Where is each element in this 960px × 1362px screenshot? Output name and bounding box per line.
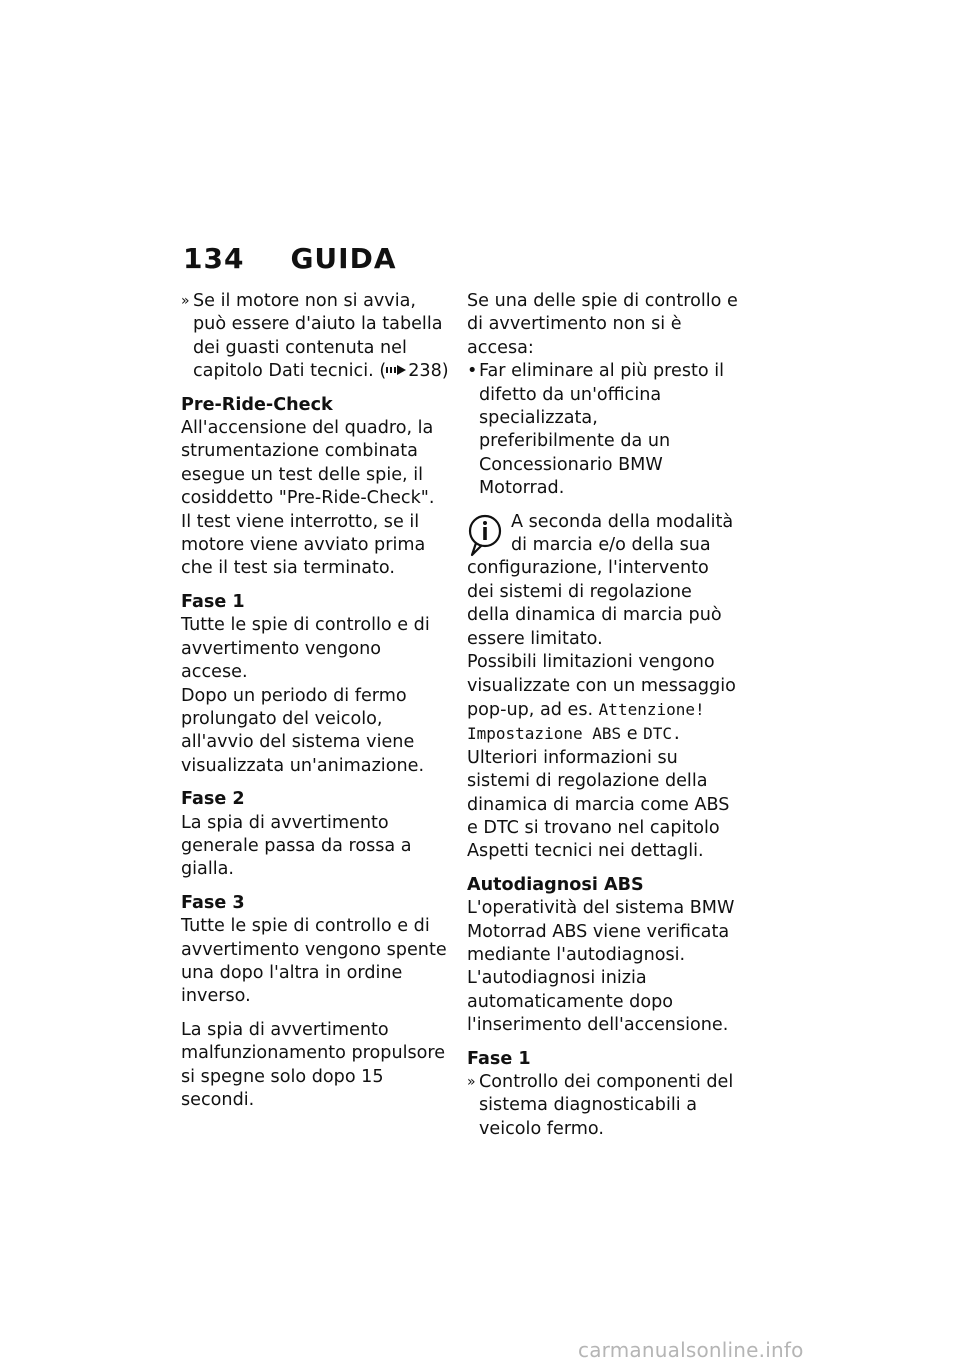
bullet-item: [467, 360, 739, 500]
left-column: [181, 290, 449, 1122]
section-title-abs-selfdiagnosis: Autodiagnosi ABS: [467, 874, 644, 895]
chapter-title: GUIDA: [290, 242, 397, 275]
reference-page: 238): [408, 361, 449, 382]
info-icon: [467, 513, 503, 557]
further-info-text: Ulteriori informazioni su sistemi di regolazione della dinamica di marcia come ABS e DTC si trovano nel capitolo Aspetti tecnici nei dettagli.: [467, 747, 730, 862]
pre-ride-check-text: All'accensione del quadro, la strumentazione combinata esegue un test delle spie, il cosiddetto "Pre-Ride-Check". Il test viene interrotto, se il motore viene avviato prima che il test sia terminato.: [181, 418, 435, 579]
phase-3-title: Fase 3: [181, 892, 245, 913]
abs-instruction-item: [467, 1071, 739, 1141]
instruction-marker: »: [181, 293, 190, 309]
phase-2-text: La spia di avvertimento generale passa da rossa a gialla.: [181, 812, 412, 880]
phase-1-text: Tutte le spie di controllo e di avvertimento vengono accese.: [181, 615, 430, 683]
popup-message-text: Possibili limitazioni vengono visualizzate con un messaggio pop-up, ad es. Attenzione! Impostazione ABS e DTC.: [467, 652, 736, 745]
phase-3-text: Tutte le spie di controllo e di avvertimento vengono spente una dopo l'altra in ordine inverso.: [181, 916, 447, 1007]
section-title-pre-ride-check: Pre-Ride-Check: [181, 394, 333, 415]
page-header: [183, 242, 397, 275]
reference-open: (: [379, 361, 387, 382]
bullet-symbol: •: [467, 361, 478, 382]
info-text: A seconda della modalità di marcia e/o della sua configurazione, l'intervento dei sistemi di regolazione della dinamica di marcia può essere limitato.: [467, 511, 734, 649]
phase-1-animation-text: Dopo un periodo di fermo prolungato del veicolo, all'avvio del sistema viene visualizzata un'animazione.: [181, 685, 425, 776]
info-note: [467, 511, 739, 651]
abs-instruction-marker: »: [467, 1074, 476, 1090]
right-column: [467, 290, 739, 1151]
phase-3-malfunction-text: La spia di avvertimento malfunzionamento propulsore si spegne solo dopo 15 secondi.: [181, 1019, 446, 1110]
warning-lights-intro: Se una delle spie di controllo e di avvertimento non si è accesa:: [467, 291, 738, 358]
popup-message-mono-dtc: DTC.: [643, 724, 682, 744]
abs-phase-1-title: Fase 1: [467, 1048, 531, 1069]
page-number: 134: [183, 242, 245, 275]
phase-2-title: Fase 2: [181, 789, 245, 810]
bullet-text: Far eliminare al più presto il difetto da un'officina specializzata, preferibilmente da un Concessionario BMW Motorrad.: [479, 361, 725, 499]
instruction-text: Se il motore non si avvia, può essere d'aiuto la tabella dei guasti contenuta nel capitolo Dati tecnici.: [193, 291, 443, 382]
abs-selfdiagnosis-text: L'operatività del sistema BMW Motorrad ABS viene verificata mediante l'autodiagnosi. L'autodiagnosi inizia automaticamente dopo l'inserimento dell'accensione.: [467, 898, 735, 1036]
popup-message-mono: Attenzione! Impostazione ABS: [467, 699, 705, 744]
abs-instruction-text: Controllo dei componenti del sistema diagnosticabili a veicolo fermo.: [479, 1072, 734, 1139]
instruction-item: [181, 290, 449, 384]
watermark: carmanualsonline.info: [578, 1338, 804, 1362]
phase-1-title: Fase 1: [181, 591, 245, 612]
page-reference-arrow-icon: [386, 363, 408, 377]
